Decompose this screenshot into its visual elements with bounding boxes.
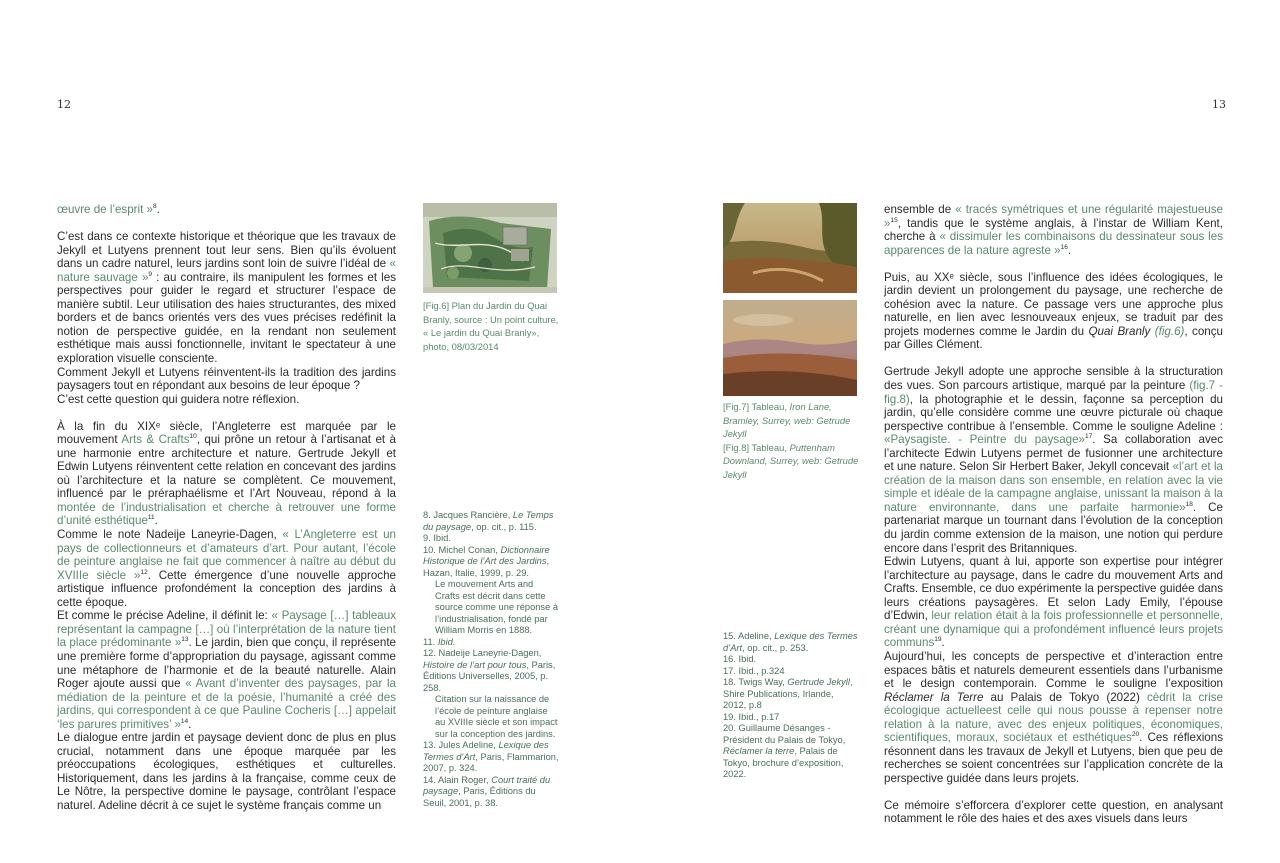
painting-iron-lane-image [723,203,857,293]
paragraph-continuation: œuvre de l’esprit »$^8$. [57,203,160,216]
footnotes-left [423,510,559,809]
footnote: 10. Michel Conan, Dictionnaire Historique de l’Art des Jardins, Hazan, Italie, 1999, p. 29. [423,544,550,578]
footnote: 12. Nadeije Laneyrie-Dagen, Histoire de l’art pour tous, Paris, Éditions Universelles, 2005, p. 258. [423,648,556,693]
fig7-fig8-captions: [Fig.7] Tableau, Iron Lane, Bramley, Surrey, web: Getrude Jekyll [Fig.8] Tableau, Puttenham Downland, Surrey, web: Getrude Jekyll [723,401,859,480]
footnote-note: Citation sur la naissance de l’école de peinture anglaise au XVIIIe siècle et son impact sur la conception des jardins. [435,694,558,739]
garden-plan-image [423,203,557,293]
footnote: 14. Alain Roger, Court traité du paysage, Paris, Éditions du Seuil, 2001, p. 38. [423,774,551,808]
paragraph-jekyll: Gertrude Jekyll adopte une approche sensible à la structuration des vues. Son parcours artistique, marqué par la peinture (fig.7 - fig.8), la photographie et le dessin, façonne sa perception du jardin, qu’elle considère comme une œuvre picturale où chaque perspective contribue à l’ensemble. Comme le souligne Adeline : «Paysagiste. - Peintre du paysage»$^{17}$. Sa collaboration avec l’architecte Edwin Lutyens permet de fusionner une architecture et une nature. Selon Sir Herbert Baker, Jekyll concevait «l’art et la création de la maison dans son ensemble, en relation avec la vie simple et idéale de la campagne anglaise, unissant la maison à la nature environnante, dans une parfaite harmonie»$^{18}$. Ce partenariat marque un tournant dans l’évolution de la conception du jardin comme extension de la maison, une notion qui perdure encore dans l’esprit des Britanniques. [884,365,1224,555]
fig6-caption: [Fig.6] Plan du Jardin du Quai Branly, source : Un point culture, « Le jardin du Quai Branly», photo, 08/03/2014 [423,300,559,352]
paragraph-twentieth-century: Puis, au XXᵉ siècle, sous l’influence des idées écologiques, le jardin devient un prolongement du paysage, une recherche de cohésion avec la nature. Ce passage vers une approche plus naturelle, en lien avec lesnouveaux enjeux, se traduit par des projets modernes comme le Jardin du Quai Branly (fig.6), conçu par Gilles Clément. [884,270,1223,352]
left-main-column [57,203,396,813]
footnote: 16. Ibid. [723,654,757,664]
page-number-right: 13 [1212,98,1226,111]
footnote-note: Le mouvement Arts and Crafts est décrit dans cette source comme une réponse à l’industrialisation, fondé par William Morris en 1888. [435,579,558,635]
page-number-left: 12 [57,98,71,111]
footnote: 11. Ibid. [423,636,456,647]
paragraph-laneyrie: Comme le note Nadeije Laneyrie-Dagen, « L’Angleterre est un pays de collectionneurs et d’amateurs d’art. Pour autant, l’école de peinture anglaise ne fait que commencer à naître au début du XVIIIe siècle »$^{12}$. Cette émergence d’une nouvelle approche artistique influence profondément la conception des jardins à cette époque. [57,528,396,609]
footnote: 18. Twigs Way, Gertrude Jekyll, Shire Publications, Irlande, 2012, p.8 [723,677,853,710]
paragraph-question: Comment Jekyll et Lutyens réinventent-ils la tradition des jardins paysagers tout en répondant aux besoins de leur époque ? [57,365,396,393]
paragraph-lutyens: Edwin Lutyens, quant à lui, apporte son expertise pour intégrer l’architecture au paysage, dans le cadre du mouvement Arts and Crafts. Ensemble, ce duo expérimente la perspective guidée dans leurs créations paysagères. Et selon Lady Emily, l’épouse d’Edwin, leur relation était à la fois professionnelle et personnelle, créant une dynamique qui a profondément influencé leurs projets communs$^{19}$. [884,555,1224,650]
footnote: 15. Adeline, Lexique des Termes d’Art, op. cit., p. 253. [723,631,858,653]
paragraph-arts-crafts: À la fin du XIXᵉ siècle, l’Angleterre est marquée par le mouvement Arts & Crafts$^{10}$, qui prône un retour à l’artisanat et à une harmonie entre architecture et nature. Gertrude Jekyll et Edwin Lutyens réinventent cette relation en concevant des jardins où l’architecture et la nature se complètent. Ce mouvement, influencé par le préraphaélisme et l’Art Nouveau, répond à la montée de l’industrialisation et cherche à retrouver une forme d’unité esthétique$^{11}$. [57,419,396,528]
paragraph-adeline: Et comme le précise Adeline, il définit le: « Paysage […] tableaux représentant la campagne […] où l’interprétation de la nature tient la place prédominante »$^{13}$. Le jardin, bien que conçu, il représente une première forme d’appropriation du paysage, agissant comme une métaphore de l’harmonie et de la beauté naturelle. Alain Roger ajoute aussi que « Avant d’inventer des paysages, par la médiation de la peinture et de la poésie, l’humanité a créé des jardins, qui correspondent à ce que Pauline Cocheris […] appelait ‘les parures primitives’ »$^{14}$. [57,609,396,731]
footnote: 8. Jacques Rancière, Le Temps du paysage, op. cit., p. 115. [423,510,554,532]
paragraph-today: Aujourd’hui, les concepts de perspective et d’interaction entre espaces bâtis et naturels demeurent essentiels dans l’urbanisme et le design contemporain. Comme le souligne l’exposition Réclamer la Terre au Palais de Tokyo (2022) cèdrit la crise écologique actuelleest celle qui nous pousse à repenser notre relation à la nature, avec des enjeux politiques, économiques, scientifiques, moraux, sociétaux et esthétiques$^{20}$. Ces réflexions résonnent dans les travaux de Jekyll et Lutyens, bien que peu de recherches se soient concentrées sur l’application concrète de la perspective guidée dans leurs projets. [884,649,1224,785]
footnote: 9. Ibid. [423,533,451,543]
paragraph-systems: ensemble de « tracés symétriques et une régularité majestueuse »$^{15}$, tandis que le système anglais, à l’instar de William Kent, cherche à « dissimuler les combinaisons du dessinateur sous les apparences de la nature agreste »$^{16}$. [884,203,1224,257]
right-main-column [884,203,1223,826]
paragraph-reflection: C’est cette question qui guidera notre réflexion. [57,392,300,406]
paragraph-dialogue: Le dialogue entre jardin et paysage devient donc de plus en plus crucial, notamment dans une époque marquée par les préoccupations écologiques, esthétiques et culturelles. Historiquement, dans les jardins à la française, comme ceux de Le Nôtre, la perspective domine le paysage, contrôlant l’espace naturel. Adeline décrit à ce sujet le système français comme un [57,731,396,812]
painting-puttenham-image [723,300,857,396]
footnote: 13. Jules Adeline, Lexique des Termes d’Art, Paris, Flammarion, 2007, p. 324. [423,740,559,773]
paragraph-context: C’est dans ce contexte historique et théorique que les travaux de Jekyll et Lutyens prennent tout leur sens. Bien qu’ils évoluent dans un cadre naturel, leurs jardins sont loin de suivre l’idéal de « nature sauvage »$^9$ : au contraire, ils manipulent les formes et les perspectives pour guider le regard et structurer l’espace de manière subtil. Leur utilisation des haies structurantes, des mixed borders et de bancs orientés vers des vues précises redéfinit la notion de perspective guidée, en la rendant non seulement esthétique mais aussi fonctionnelle, invitant le spectateur à une exploration visuelle consciente. [57,230,396,365]
paragraph-memoire: Ce mémoire s’efforcera d’explorer cette question, en analysant notamment le rôle des haies et des axes visuels dans leurs [884,798,1223,826]
footnote: 17. Ibid., p.324 [723,665,785,676]
footnote: 19. Ibid., p.17 [723,711,780,722]
footnotes-right [723,631,859,781]
footnote: 20. Guillaume Désanges - Président du Palais de Tokyo, Réclamer la terre, Palais de Tokyo, brochure d’exposition, 2022. [723,723,846,779]
